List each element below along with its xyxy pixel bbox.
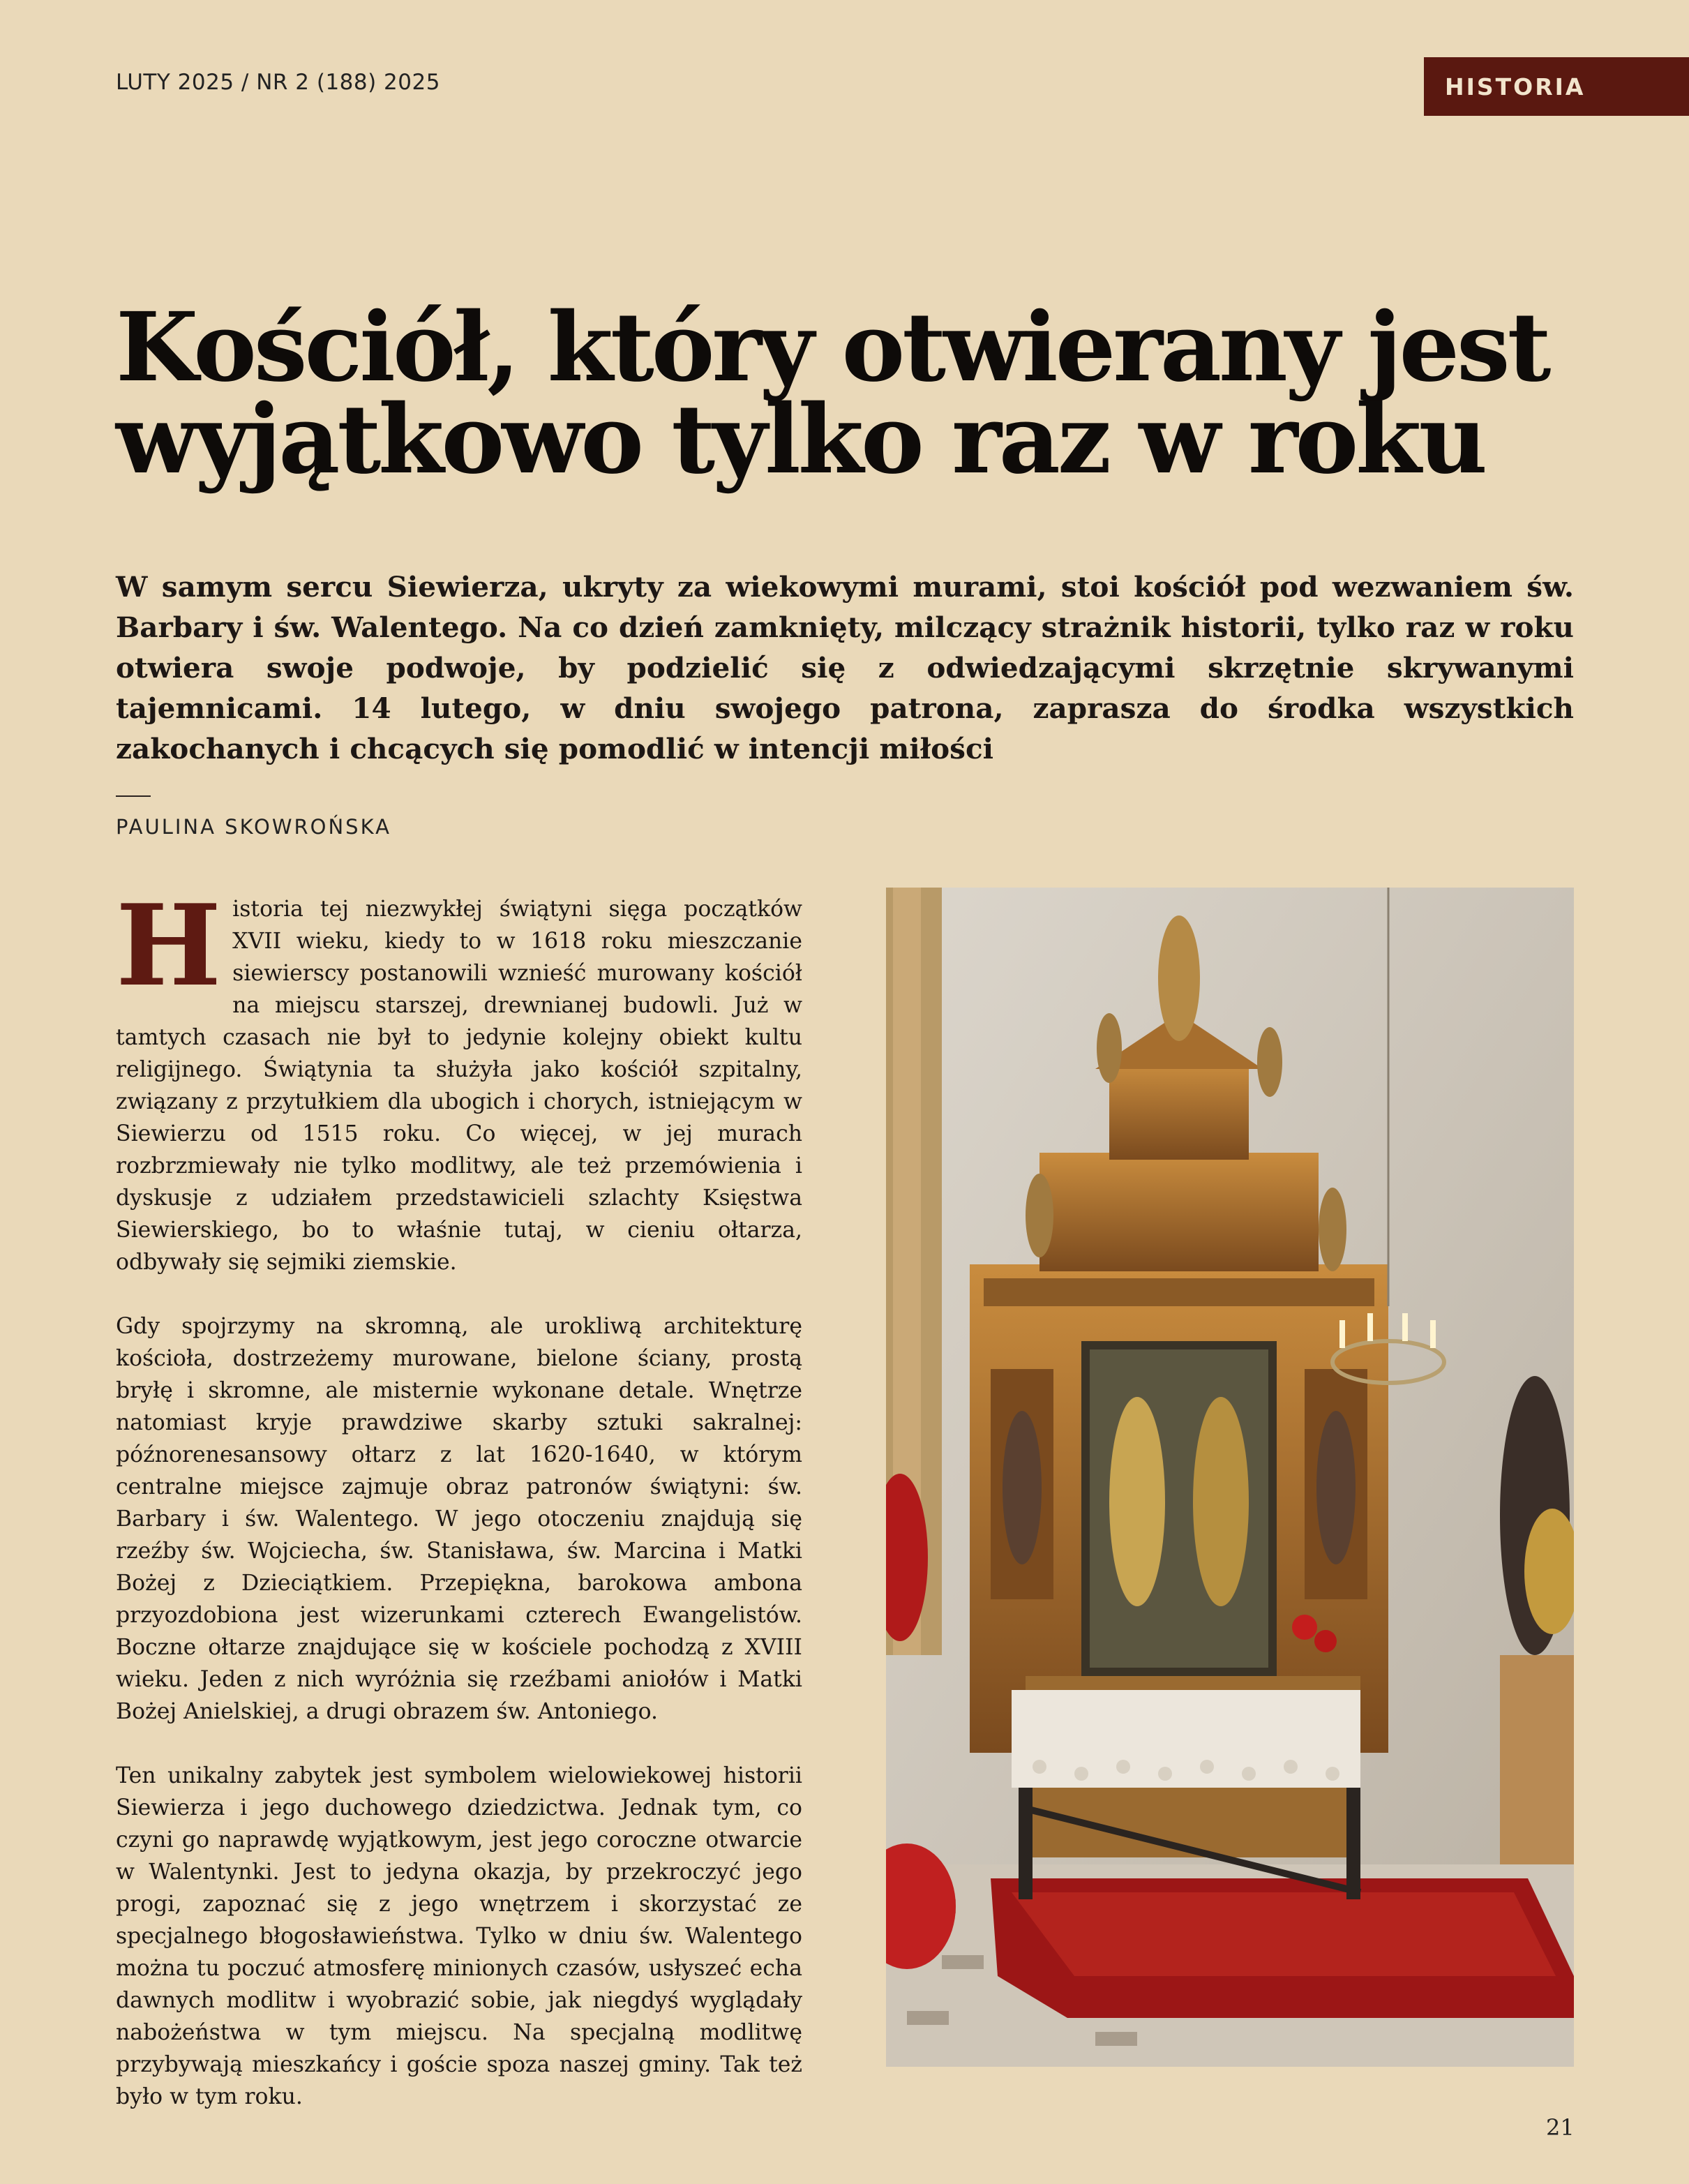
issue-info: LUTY 2025 / NR 2 (188) 2025 <box>116 70 440 95</box>
paragraph-3: Ten unikalny zabytek jest symbolem wielowiekowej historii Siewierza i jego duchowego dziedzictwa. Jednak tym, co czyni go naprawdę wyjątkowym, jest jego coroczne otwarcie w Walentynki. Jest to jedyna okazja, by przekroczyć jego progi, zapoznać się z jego wnętrzem i skorzystać ze specjalnego błogosławieństwa. Tylko w dniu św. Walentego można tu poczuć atmosferę minionych czasów, usłyszeć echa dawnych modlitw i wyobrazić sobie, jak niegdyś wyglądały nabożeństwa w tym miejscu. Na specjalną modlitwę przybywają mieszkańcy i goście spoza naszej gminy. Tak też było w tym roku. <box>116 1763 802 2109</box>
paragraph-1 <box>116 880 802 1278</box>
article-title <box>116 292 1595 495</box>
page-number: 21 <box>1546 2114 1575 2141</box>
paragraph-1-text: istoria tej niezwykłej świątyni sięga początków XVII wieku, kiedy to w 1618 roku mieszczanie siewierscy postanowili wznieść murowany kościół na miejscu starszej, drewnianej budowli. Już w tamtych czasach nie był to jedynie kolejny obiekt kultu religijnego. Świątynia ta służyła jako kościół szpitalny, związany z przytułkiem dla ubogich i chorych, istniejącym w Siewierzu od 1515 roku. Co więcej, w jej murach rozbrzmiewały nie tylko modlitwy, ale też przemówienia i dyskusje z udziałem przedstawicieli szlachty Księstwa Siewierskiego, bo to właśnie tutaj, w cieniu ołtarza, odbywały się sejmiki ziemskie. <box>116 897 802 1275</box>
altar-photo <box>886 888 1574 2067</box>
author-divider <box>116 795 151 797</box>
drop-cap: H <box>116 880 222 1011</box>
title-line-2: wyjątkowo tylko raz w roku <box>116 384 1485 495</box>
paragraph-2: Gdy spojrzymy na skromną, ale urokliwą architekturę kościoła, dostrzeżemy murowane, bielone ściany, prostą bryłę i skromne, ale misternie wykonane detale. Wnętrze natomiast kryje prawdziwe skarby sztuki sakralnej: późnorenesansowy ołtarz z lat 1620-1640, w którym centralne miejsce zajmuje obraz patronów świątyni: św. Barbary i św. Walentego. W jego otoczeniu znajdują się rzeźby św. Wojciecha, św. Stanisława, św. Marcina i Matki Bożej z Dzieciątkiem. Przepiękna, barokowa ambona przyozdobiona jest wizerunkami czterech Ewangelistów. Boczne ołtarze znajdujące się w kościele pochodzą z XVIII wieku. Jeden z nich wyróżnia się rzeźbami aniołów i Matki Bożej Anielskiej, a drugi obrazem św. Antoniego. <box>116 1314 802 1724</box>
section-badge: HISTORIA <box>1424 57 1689 116</box>
author-name: PAULINA SKOWROŃSKA <box>116 815 391 839</box>
article-lead: W samym sercu Siewierza, ukryty za wiekowymi murami, stoi kościół pod wezwaniem św. Barbary i św. Walentego. Na co dzień zamknięty, milczący strażnik historii, tylko raz w roku otwiera swoje podwoje, by podzielić się z odwiedzającymi skrzętnie skrywanymi tajemnicami. 14 lutego, w dniu swojego patrona, zaprasza do środka wszystkich zakochanych i chcących się pomodlić w intencji miłości <box>116 570 1574 765</box>
article-body <box>116 880 802 2145</box>
title-line-1: Kościół, który otwierany jest <box>116 292 1549 403</box>
